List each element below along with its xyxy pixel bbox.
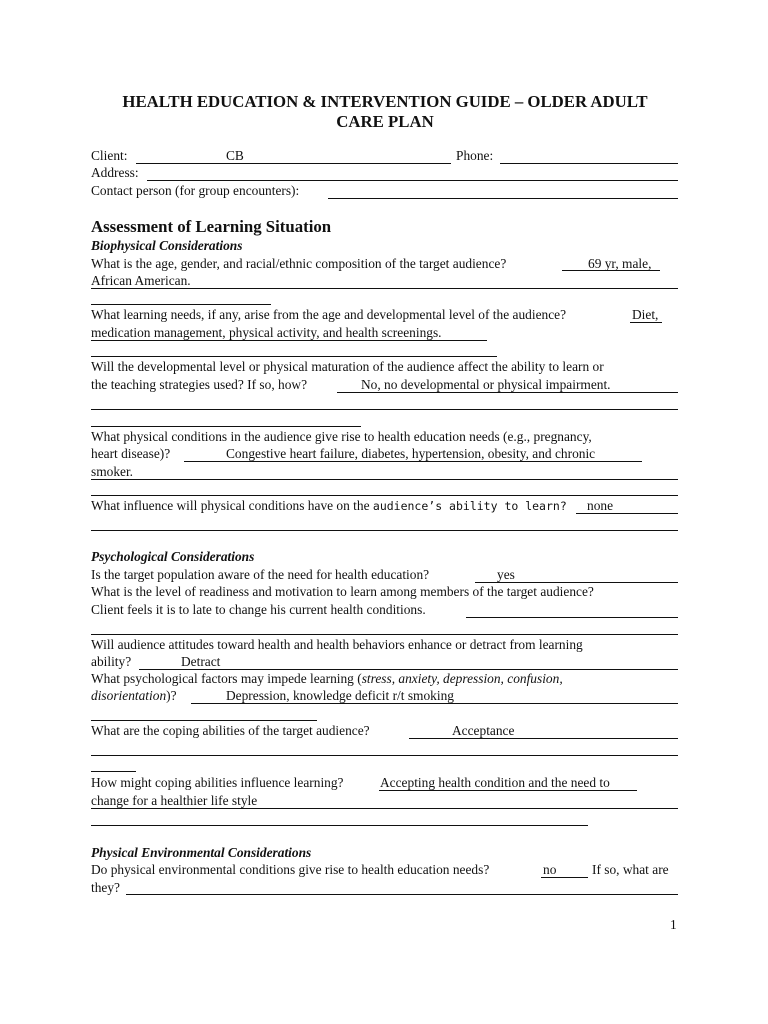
psy-a5: Acceptance <box>452 723 515 738</box>
bio-a5-extra-line[interactable] <box>91 530 678 531</box>
bio-q5-part2: audience’s ability to learn? <box>372 499 567 513</box>
client-label: Client: <box>91 148 128 163</box>
psy-a2: Client feels it is to late to change his current health conditions. <box>91 602 426 617</box>
bio-a4-extra-line[interactable] <box>91 495 678 496</box>
bio-a2-extra-line[interactable] <box>91 356 497 357</box>
psy-a3: Detract <box>181 654 221 669</box>
env-a1-extra-line[interactable] <box>126 894 678 895</box>
psy-a6-extra-line[interactable] <box>91 825 588 826</box>
psy-q6: How might coping abilities influence learning? <box>91 775 344 790</box>
psy-a2-extra-line[interactable] <box>91 634 678 635</box>
psy-a6-line1: Accepting health condition and the need to <box>380 775 610 790</box>
psy-a5-extra-line2[interactable] <box>91 771 136 772</box>
address-field-line[interactable] <box>147 180 678 181</box>
bio-q4-line2: heart disease)? <box>91 446 171 461</box>
psy-q4-line1-b: stress, anxiety, depression, confusion, <box>361 671 563 686</box>
psy-q4-line2-b: )? <box>166 688 177 703</box>
page-number: 1 <box>670 917 677 932</box>
bio-q3-line2: the teaching strategies used? If so, how? <box>91 377 308 392</box>
bio-q5 <box>91 498 567 514</box>
psy-a4: Depression, knowledge deficit r/t smoking <box>226 688 454 703</box>
psy-q2: What is the level of readiness and motivation to learn among members of the target audience? <box>91 584 594 599</box>
psy-a2-underline <box>466 617 678 618</box>
bio-a1-extra-line[interactable] <box>91 304 271 305</box>
bio-a2-line2: medication management, physical activity, and health screenings. <box>91 325 442 340</box>
bio-q2: What learning needs, if any, arise from the age and developmental level of the audience? <box>91 307 567 322</box>
psy-q4-line1 <box>91 671 563 687</box>
env-q1-b: If so, what are <box>592 862 669 877</box>
bio-a2-underline2 <box>91 340 487 341</box>
bio-a1-line2: African American. <box>91 273 191 288</box>
bio-a4-underline2 <box>91 479 678 480</box>
env-q1-a: Do physical environmental conditions give rise to health education needs? <box>91 862 490 877</box>
client-field-line[interactable] <box>136 163 451 164</box>
bio-a1-line1: 69 yr, male, <box>588 256 652 271</box>
document-title-line1: HEALTH EDUCATION & INTERVENTION GUIDE – OLDER ADULT <box>122 92 648 111</box>
client-value: CB <box>226 148 244 163</box>
psy-q4-line2 <box>91 688 177 704</box>
bio-a5: none <box>587 498 614 513</box>
bio-q4-line1: What physical conditions in the audience give rise to health education needs (e.g., pregnancy, <box>91 429 592 444</box>
psy-a6-underline2 <box>91 808 678 809</box>
psychological-heading: Psychological Considerations <box>91 549 255 564</box>
psy-q1: Is the target population aware of the need for health education? <box>91 567 430 582</box>
bio-a3: No, no developmental or physical impairment. <box>361 377 611 392</box>
psy-q5: What are the coping abilities of the target audience? <box>91 723 370 738</box>
psy-a5-extra-line1[interactable] <box>91 755 678 756</box>
bio-a2-line1: Diet, <box>632 307 659 322</box>
env-a1: no <box>543 862 557 877</box>
bio-a3-extra-line1[interactable] <box>91 409 678 410</box>
bio-q5-part1: What influence will physical conditions have on the <box>91 498 370 513</box>
biophysical-heading: Biophysical Considerations <box>91 238 243 253</box>
psy-a4-extra-line[interactable] <box>91 720 317 721</box>
contact-field-line[interactable] <box>328 198 678 199</box>
contact-label: Contact person (for group encounters): <box>91 183 300 198</box>
phone-label: Phone: <box>456 148 494 163</box>
psy-a5-underline <box>409 738 678 739</box>
bio-a1-line2-underline <box>91 288 678 289</box>
env-q1-c: they? <box>91 880 120 895</box>
assessment-heading: Assessment of Learning Situation <box>91 217 332 236</box>
psy-q4-line2-a: disorientation <box>91 688 167 703</box>
psy-q3-line1: Will audience attitudes toward health and health behaviors enhance or detract from learning <box>91 637 583 652</box>
psy-a1: yes <box>497 567 515 582</box>
bio-a4-line2: smoker. <box>91 464 134 479</box>
psy-q4-line1-a: What psychological factors may impede learning ( <box>91 671 362 686</box>
bio-a3-extra-line2[interactable] <box>91 426 361 427</box>
bio-q3-line1: Will the developmental level or physical maturation of the audience affect the ability to learn or <box>91 359 604 374</box>
address-label: Address: <box>91 165 139 180</box>
psy-q3-line2: ability? <box>91 654 132 669</box>
environmental-heading: Physical Environmental Considerations <box>91 845 312 860</box>
document-title-line2: CARE PLAN <box>336 112 434 131</box>
psy-a6-line2: change for a healthier life style <box>91 793 258 808</box>
bio-a4-line1: Congestive heart failure, diabetes, hypertension, obesity, and chronic <box>226 446 596 461</box>
bio-q1: What is the age, gender, and racial/ethnic composition of the target audience? <box>91 256 507 271</box>
phone-field-line[interactable] <box>500 163 678 164</box>
